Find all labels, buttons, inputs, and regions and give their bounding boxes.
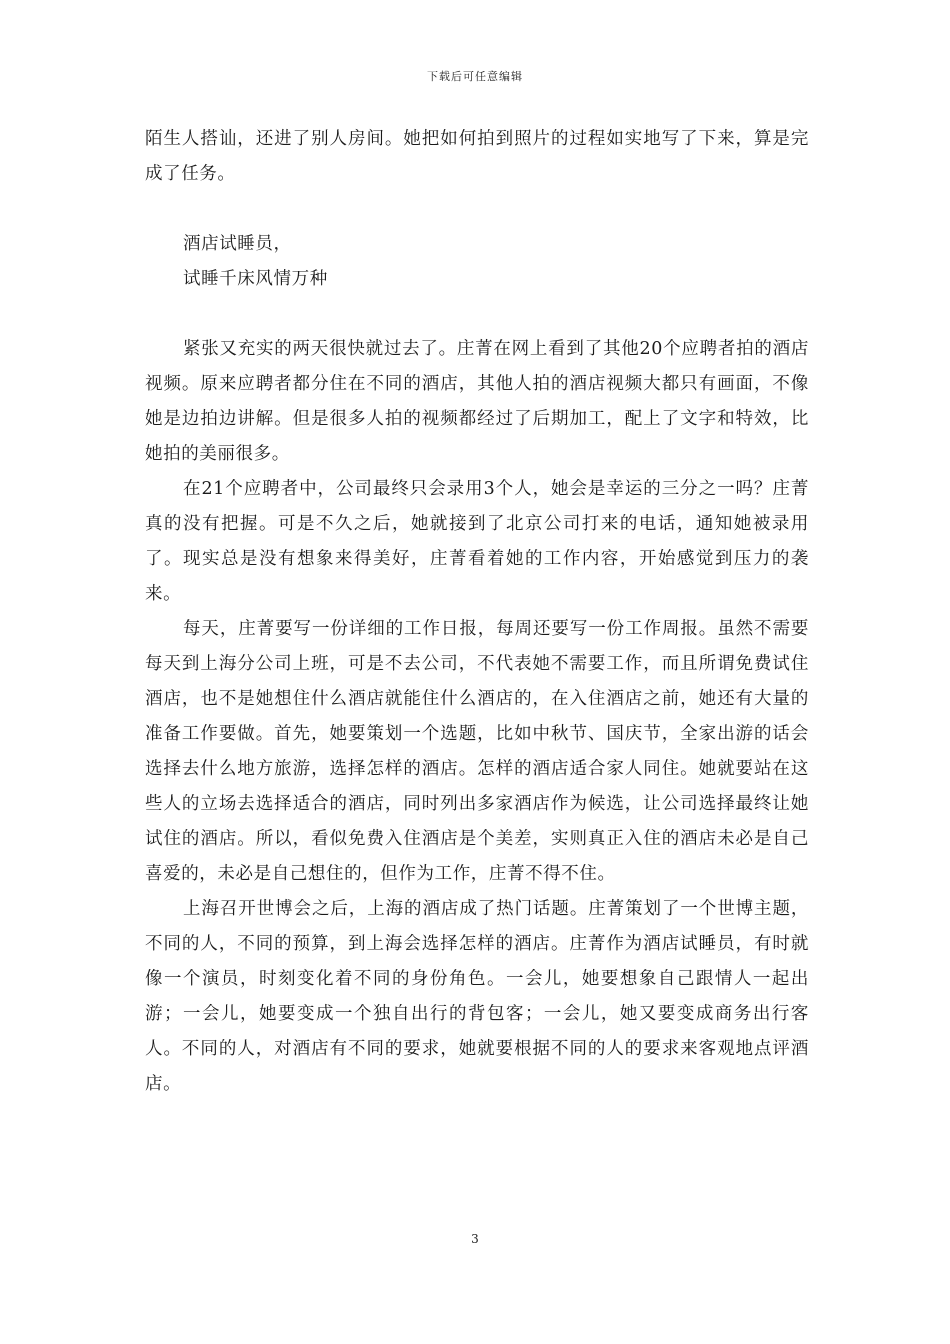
body-paragraph-3: 每天，庄菁要写一份详细的工作日报，每周还要写一份工作周报。虽然不需要每天到上海分公司上班，可是不去公司，不代表她不需要工作，而且所谓免费试住酒店，也不是她想住什么酒店就能住什么酒店的，在入住酒店之前，她还有大量的准备工作要做。首先，她要策划一个选题，比如中秋节、国庆节，全家出游的话会选择去什么地方旅游，选择怎样的酒店。怎样的酒店适合家人同住。她就要站在这些人的立场去选择适合的酒店，同时列出多家酒店作为候选，让公司选择最终让她试住的酒店。所以，看似免费入住酒店是个美差，实则真正入住的酒店未必是自己喜爱的，未必是自己想住的，但作为工作，庄菁不得不住。 bbox=[145, 619, 809, 884]
spacer bbox=[145, 297, 809, 332]
section-heading-line-2: 试睡千床风情万种 bbox=[183, 269, 328, 289]
document-body bbox=[145, 122, 809, 1102]
page-header: 下载后可任意编辑 bbox=[427, 70, 523, 83]
body-paragraph-2: 在21个应聘者中，公司最终只会录用3个人，她会是幸运的三分之一吗？庄菁真的没有把握。可是不久之后，她就接到了北京公司打来的电话，通知她被录用了。现实总是没有想象来得美好，庄菁看着她的工作内容，开始感觉到压力的袭来。 bbox=[145, 479, 809, 604]
body-paragraph-4: 上海召开世博会之后，上海的酒店成了热门话题。庄菁策划了一个世博主题，不同的人，不同的预算，到上海会选择怎样的酒店。庄菁作为酒店试睡员，有时就像一个演员，时刻变化着不同的身份角色。一会儿，她要想象自己跟情人一起出游；一会儿，她要变成一个独自出行的背包客；一会儿，她又要变成商务出行客人。不同的人，对酒店有不同的要求，她就要根据不同的人的要求来客观地点评酒店。 bbox=[145, 899, 809, 1094]
continuation-paragraph: 陌生人搭讪，还进了别人房间。她把如何拍到照片的过程如实地写了下来，算是完成了任务。 bbox=[145, 129, 809, 184]
page-number: 3 bbox=[471, 1232, 479, 1246]
spacer bbox=[145, 192, 809, 227]
section-heading-line-1: 酒店试睡员， bbox=[183, 234, 292, 254]
body-paragraph-1: 紧张又充实的两天很快就过去了。庄菁在网上看到了其他20个应聘者拍的酒店视频。原来应聘者都分住在不同的酒店，其他人拍的酒店视频大都只有画面，不像她是边拍边讲解。但是很多人拍的视频都经过了后期加工，配上了文字和特效，比她拍的美丽很多。 bbox=[145, 339, 809, 464]
